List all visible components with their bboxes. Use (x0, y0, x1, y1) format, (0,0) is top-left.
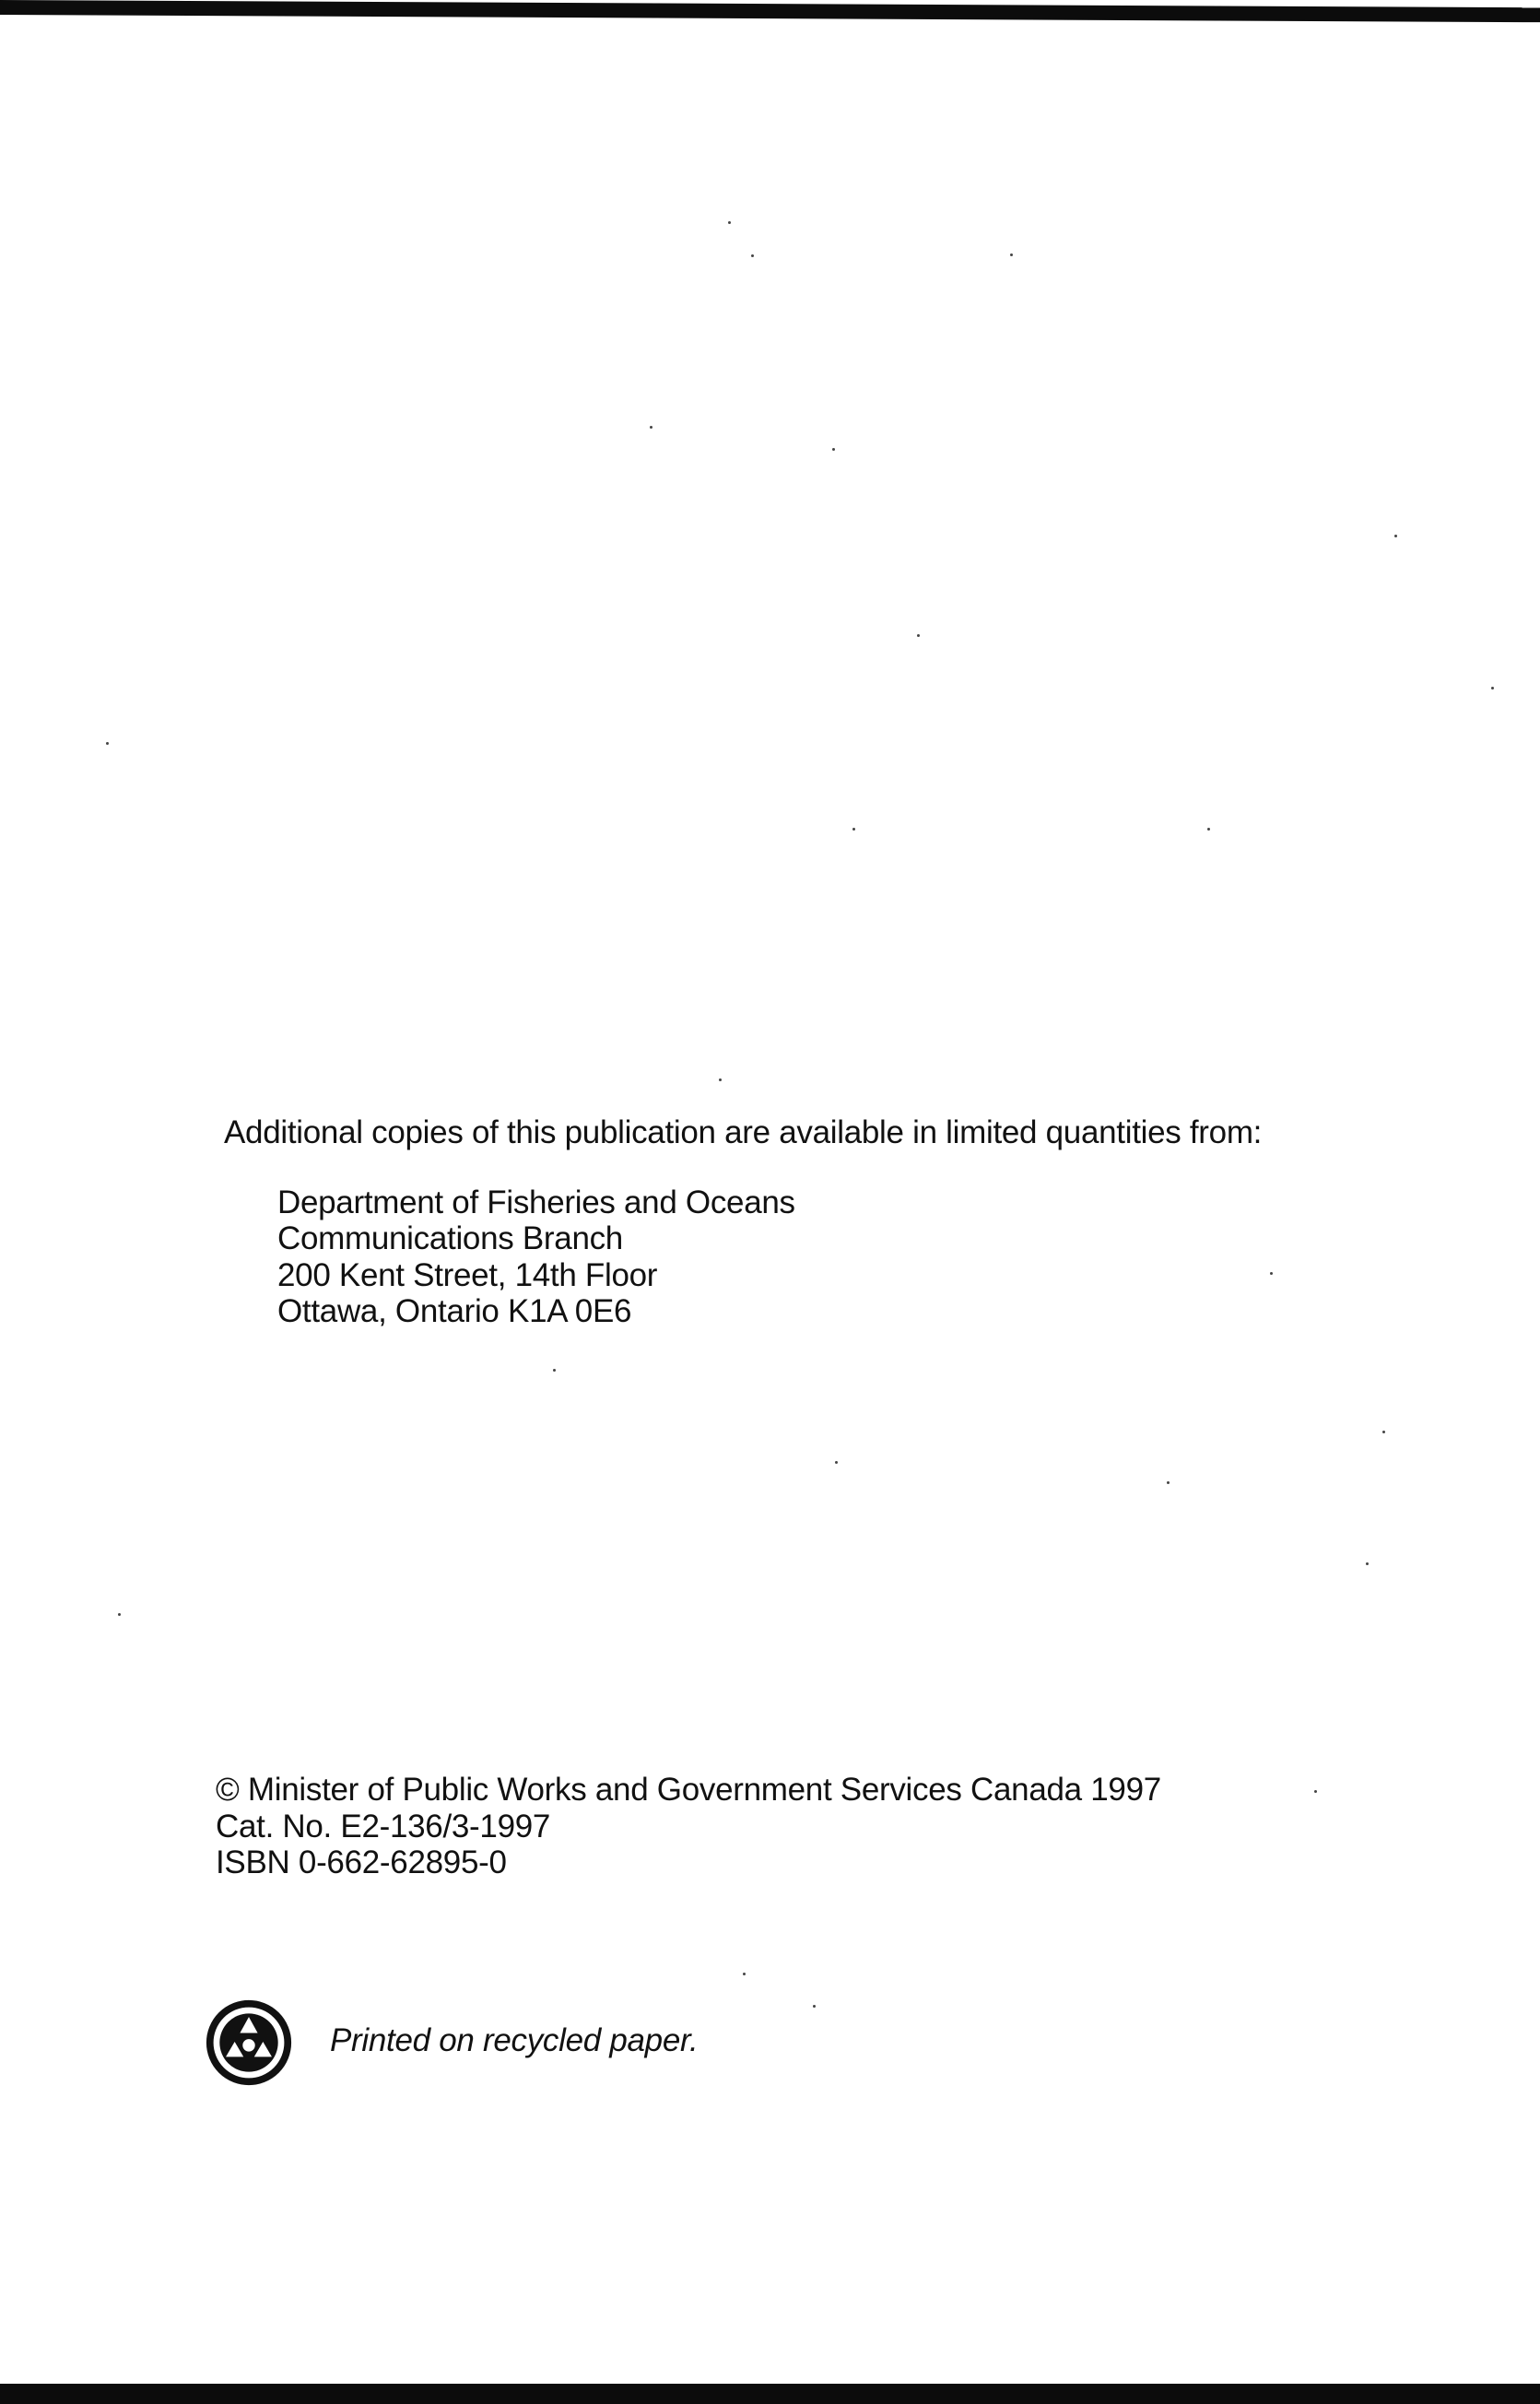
address-line-department: Department of Fisheries and Oceans (277, 1184, 795, 1220)
scan-speck (743, 1973, 746, 1975)
scan-speck (1394, 535, 1397, 537)
scan-speck (1491, 687, 1494, 689)
copyright-notice: © Minister of Public Works and Government Services Canada 1997 (216, 1772, 1161, 1808)
scan-speck (118, 1613, 121, 1616)
address-line-street: 200 Kent Street, 14th Floor (277, 1257, 658, 1293)
scan-speck (728, 221, 731, 224)
scan-speck (106, 742, 109, 745)
recycle-icon (205, 1998, 293, 2087)
scan-speck (1167, 1481, 1170, 1484)
scan-speck (553, 1369, 556, 1372)
catalogue-number: Cat. No. E2-136/3-1997 (216, 1809, 551, 1844)
scan-speck (832, 448, 835, 451)
scan-speck (1382, 1431, 1385, 1433)
scan-speck (1314, 1790, 1317, 1793)
address-line-branch: Communications Branch (277, 1220, 623, 1256)
scan-speck (852, 828, 855, 831)
isbn-number: ISBN 0-662-62895-0 (216, 1844, 507, 1880)
scan-speck (835, 1461, 838, 1464)
scan-speck (917, 634, 920, 637)
scan-speck (719, 1078, 722, 1081)
availability-intro: Additional copies of this publication are available in limited quantities from: (224, 1114, 1263, 1150)
scan-speck (751, 254, 754, 257)
scan-speck (813, 2005, 816, 2008)
scan-border-bottom (0, 2384, 1540, 2404)
scan-speck (1207, 828, 1210, 831)
scan-speck (650, 426, 652, 429)
recycled-paper-note: Printed on recycled paper. (330, 2022, 699, 2058)
scan-speck (1270, 1272, 1273, 1275)
scan-speck (1010, 253, 1013, 256)
scan-speck (1366, 1562, 1369, 1565)
address-line-city: Ottawa, Ontario K1A 0E6 (277, 1293, 632, 1329)
scan-border-top (0, 0, 1540, 22)
